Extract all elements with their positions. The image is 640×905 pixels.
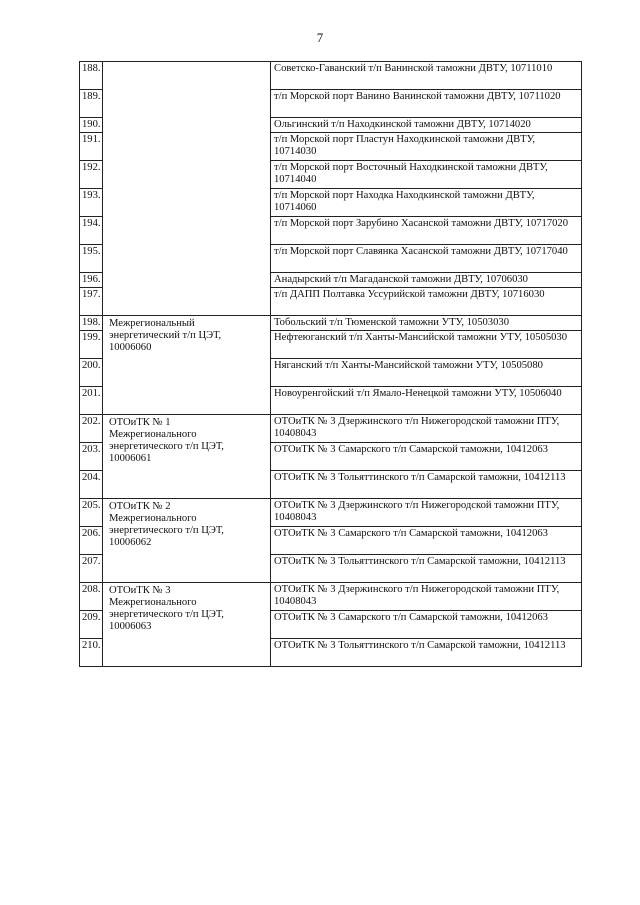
row-number: 204. <box>80 471 103 499</box>
table-row <box>80 499 582 527</box>
row-number: 193. <box>80 189 103 217</box>
row-number: 200. <box>80 359 103 387</box>
group-label-line: Межрегионального <box>109 429 197 440</box>
row-number: 209. <box>80 611 103 639</box>
group-label-line: Межрегионального <box>109 513 197 524</box>
customs-post-cell: т/п Морской порт Ванино Ванинской таможни ДВТУ, 10711020 <box>271 90 582 118</box>
group-label-line: Межрегионального <box>109 597 197 608</box>
row-number: 190. <box>80 118 103 133</box>
group-label-line: 10006062 <box>109 537 152 548</box>
customs-post-cell: ОТОиТК № 3 Тольяттинского т/п Самарской таможни, 10412113 <box>271 555 582 583</box>
customs-post-cell: т/п Морской порт Восточный Находкинской таможни ДВТУ, 10714040 <box>271 161 582 189</box>
table-row <box>80 583 582 611</box>
row-number: 202. <box>80 415 103 443</box>
group-label-line: энергетического т/п ЦЭТ, <box>109 609 224 620</box>
row-number: 188. <box>80 62 103 90</box>
row-number: 189. <box>80 90 103 118</box>
table-row <box>80 415 582 443</box>
customs-post-cell: ОТОиТК № 3 Дзержинского т/п Нижегородской таможни ПТУ, 10408043 <box>271 583 582 611</box>
row-number: 201. <box>80 387 103 415</box>
group-label-line: энергетического т/п ЦЭТ, <box>109 525 224 536</box>
group-label-line: энергетического т/п ЦЭТ, <box>109 441 224 452</box>
row-number: 197. <box>80 288 103 316</box>
group-label-line: ОТОиТК № 1 <box>109 417 171 428</box>
group-label-line: 10006060 <box>109 342 152 353</box>
customs-post-cell: Советско-Гаванский т/п Ванинской таможни ДВТУ, 10711010 <box>271 62 582 90</box>
row-number: 191. <box>80 133 103 161</box>
group-label-line: ОТОиТК № 2 <box>109 501 171 512</box>
customs-post-cell: ОТОиТК № 3 Самарского т/п Самарской таможни, 10412063 <box>271 443 582 471</box>
customs-post-cell: т/п Морской порт Пластун Находкинской таможни ДВТУ, 10714030 <box>271 133 582 161</box>
row-number: 192. <box>80 161 103 189</box>
row-number: 199. <box>80 331 103 359</box>
customs-post-cell: т/п Морской порт Славянка Хасанской таможни ДВТУ, 10717040 <box>271 245 582 273</box>
group-label-line: Межрегиональный <box>109 318 195 329</box>
table-row <box>80 316 582 331</box>
customs-post-cell: Анадырский т/п Магаданской таможни ДВТУ, 10706030 <box>271 273 582 288</box>
customs-post-cell: Ольгинский т/п Находкинской таможни ДВТУ, 10714020 <box>271 118 582 133</box>
group-cell <box>103 583 271 667</box>
customs-post-cell: ОТОиТК № 3 Тольяттинского т/п Самарской таможни, 10412113 <box>271 471 582 499</box>
customs-post-cell: ОТОиТК № 3 Дзержинского т/п Нижегородской таможни ПТУ, 10408043 <box>271 415 582 443</box>
group-cell <box>103 62 271 316</box>
row-number: 205. <box>80 499 103 527</box>
row-number: 196. <box>80 273 103 288</box>
group-label-line: 10006061 <box>109 453 152 464</box>
group-label-line: 10006063 <box>109 621 152 632</box>
row-number: 195. <box>80 245 103 273</box>
row-number: 203. <box>80 443 103 471</box>
customs-posts-table <box>79 61 582 667</box>
page-number: 7 <box>316 30 324 45</box>
row-number: 206. <box>80 527 103 555</box>
group-cell <box>103 499 271 583</box>
customs-post-cell: Нефтеюганский т/п Ханты-Мансийской таможни УТУ, 10505030 <box>271 331 582 359</box>
row-number: 210. <box>80 639 103 667</box>
customs-post-cell: Новоуренгойский т/п Ямало-Ненецкой таможни УТУ, 10506040 <box>271 387 582 415</box>
table-body <box>80 62 582 667</box>
group-cell <box>103 415 271 499</box>
customs-post-cell: т/п Морской порт Находка Находкинской таможни ДВТУ, 10714060 <box>271 189 582 217</box>
group-label-line: ОТОиТК № 3 <box>109 585 171 596</box>
table-row <box>80 62 582 90</box>
customs-post-cell: ОТОиТК № 3 Дзержинского т/п Нижегородской таможни ПТУ, 10408043 <box>271 499 582 527</box>
customs-post-cell: ОТОиТК № 3 Самарского т/п Самарской таможни, 10412063 <box>271 527 582 555</box>
row-number: 198. <box>80 316 103 331</box>
row-number: 207. <box>80 555 103 583</box>
customs-post-cell: Тобольский т/п Тюменской таможни УТУ, 10503030 <box>271 316 582 331</box>
customs-post-cell: ОТОиТК № 3 Самарского т/п Самарской таможни, 10412063 <box>271 611 582 639</box>
customs-post-cell: т/п Морской порт Зарубино Хасанской таможни ДВТУ, 10717020 <box>271 217 582 245</box>
customs-post-cell: ОТОиТК № 3 Тольяттинского т/п Самарской таможни, 10412113 <box>271 639 582 667</box>
row-number: 194. <box>80 217 103 245</box>
group-label-line: энергетический т/п ЦЭТ, <box>109 330 222 341</box>
row-number: 208. <box>80 583 103 611</box>
customs-post-cell: Няганский т/п Ханты-Мансийской таможни УТУ, 10505080 <box>271 359 582 387</box>
group-cell <box>103 316 271 415</box>
customs-post-cell: т/п ДАПП Полтавка Уссурийской таможни ДВТУ, 10716030 <box>271 288 582 316</box>
